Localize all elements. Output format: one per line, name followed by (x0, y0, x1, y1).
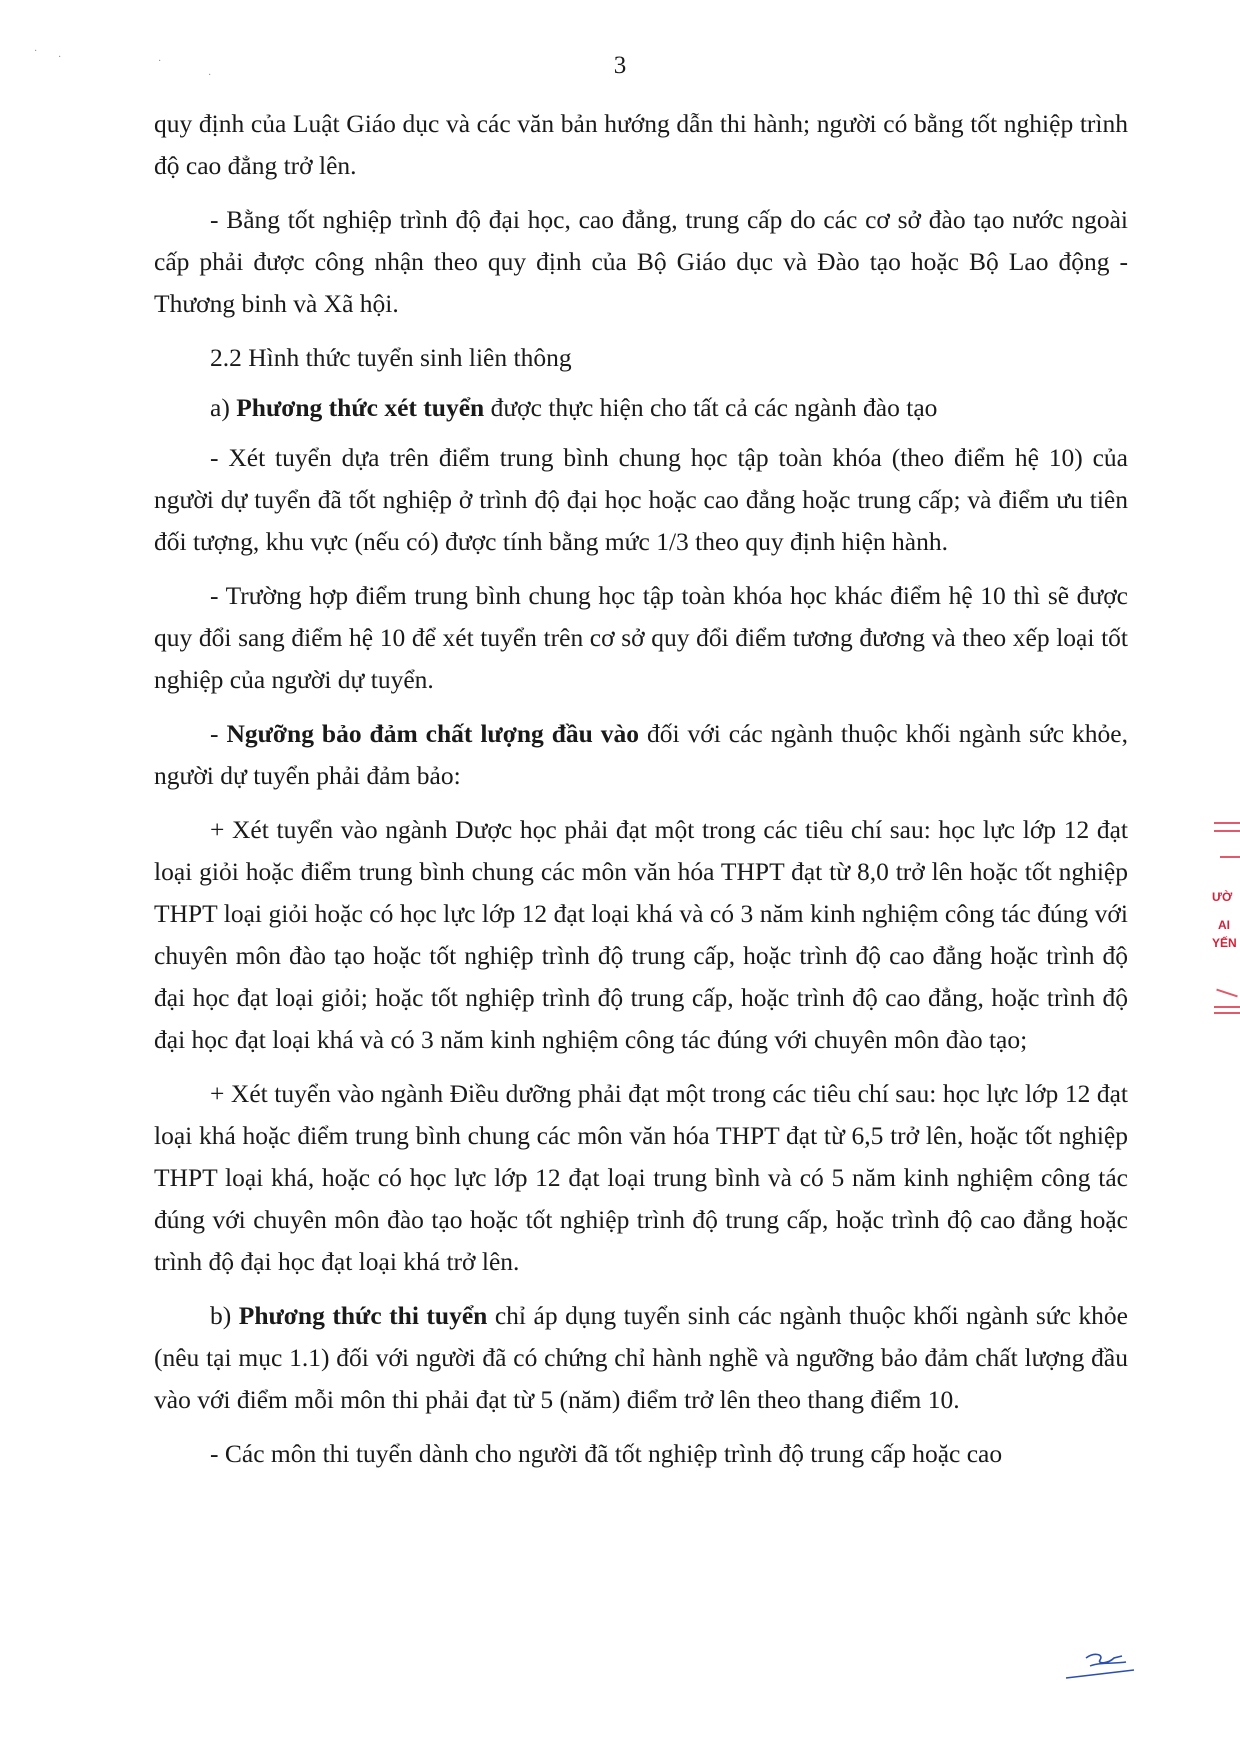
paragraph (154, 1295, 1128, 1421)
text-run: đối với các ngành thuộc khối ngành sức khỏe, người dự tuyển phải đảm bảo: (154, 719, 1128, 790)
bold-term: Ngưỡng bảo đảm chất lượng đầu vào (226, 719, 640, 748)
scan-speck: · (208, 70, 212, 81)
text-run: được thực hiện cho tất cả các ngành đào tạo (484, 393, 938, 422)
text-run: quy định của Luật Giáo dục và các văn bản hướng dẫn thi hành; người có bằng tốt nghiệp trình độ cao đẳng trở lên. (154, 109, 1128, 180)
document-body (154, 103, 1128, 1487)
stamp-line (1220, 856, 1240, 858)
stamp-text: ƯỜ (1212, 890, 1233, 904)
paragraph (154, 437, 1128, 563)
paragraph (154, 575, 1128, 701)
scan-speck: · (58, 52, 62, 63)
paragraph (154, 103, 1128, 187)
text-run: - Xét tuyển dựa trên điểm trung bình chung học tập toàn khóa (theo điểm hệ 10) của người dự tuyển đã tốt nghiệp ở trình độ đại học hoặc cao đẳng hoặc trung cấp; và điểm ưu tiên đối tượng, khu vực (nếu có) được tính bằng mức 1/3 theo quy định hiện hành. (154, 443, 1128, 556)
text-run: - (210, 719, 227, 748)
stamp-line (1214, 1012, 1240, 1014)
text-run: + Xét tuyển vào ngành Điều dưỡng phải đạt một trong các tiêu chí sau: học lực lớp 12 đạt loại khá hoặc điểm trung bình chung các môn văn hóa THPT đạt từ 6,5 trở lên, hoặc tốt nghiệp THPT loại khá, hoặc có học lực lớp 12 đạt loại trung bình và có 5 năm kinh nghiệm công tác đúng với chuyên môn đào tạo hoặc tốt nghiệp trình độ trung cấp, hoặc trình độ cao đẳng hoặc trình độ đại học đạt loại khá trở lên. (154, 1079, 1128, 1276)
text-run: a) (210, 393, 237, 422)
stamp-line (1214, 822, 1240, 824)
text-run: - Bằng tốt nghiệp trình độ đại học, cao đẳng, trung cấp do các cơ sở đào tạo nước ngoài cấp phải được công nhận theo quy định của Bộ Giáo dục và Đào tạo hoặc Bộ Lao động - Thương binh và Xã hội. (154, 205, 1128, 318)
paragraph (154, 809, 1128, 1061)
stamp-text: YẾN (1212, 936, 1237, 950)
text-run: - Trường hợp điểm trung bình chung học tập toàn khóa học khác điểm hệ 10 thì sẽ được quy đổi sang điểm hệ 10 để xét tuyển trên cơ sở quy đổi điểm tương đương và theo xếp loại tốt nghiệp của người dự tuyển. (154, 581, 1128, 694)
text-run: b) (210, 1301, 239, 1330)
paragraph (154, 199, 1128, 325)
signature-stroke (1086, 1654, 1122, 1662)
stamp-fragment (1206, 822, 1240, 1032)
paragraph (154, 713, 1128, 797)
signature-mark (1064, 1648, 1136, 1682)
text-run: + Xét tuyển vào ngành Dược học phải đạt một trong các tiêu chí sau: học lực lớp 12 đạt loại giỏi hoặc điểm trung bình chung các môn văn hóa THPT đạt từ 8,0 trở lên hoặc tốt nghiệp THPT loại giỏi hoặc có học lực lớp 12 đạt loại khá và có 3 năm kinh nghiệm công tác đúng với chuyên môn đào tạo hoặc tốt nghiệp trình độ trung cấp, hoặc trình độ cao đẳng hoặc trình độ đại học đạt loại giỏi; hoặc tốt nghiệp trình độ trung cấp, hoặc trình độ cao đẳng, hoặc trình độ đại học đạt loại khá và có 3 năm kinh nghiệm công tác đúng với chuyên môn đào tạo; (154, 815, 1128, 1054)
signature-stroke (1090, 1662, 1126, 1666)
stamp-line (1214, 1006, 1240, 1008)
page-number: 3 (613, 52, 627, 79)
paragraph (154, 387, 1128, 429)
bold-term: Phương thức xét tuyển (236, 393, 485, 422)
section-heading (154, 337, 1128, 379)
stamp-line (1214, 830, 1240, 832)
stamp-text: AI (1218, 918, 1230, 932)
signature-stroke (1066, 1670, 1134, 1678)
scan-speck: · (34, 46, 38, 57)
text-run: - Các môn thi tuyển dành cho người đã tốt nghiệp trình độ trung cấp hoặc cao (210, 1439, 1003, 1468)
paragraph (154, 1073, 1128, 1283)
scan-speck: · (158, 56, 162, 67)
bold-term: Phương thức thi tuyển (238, 1301, 488, 1330)
text-run: chỉ áp dụng tuyển sinh các ngành thuộc khối ngành sức khỏe (nêu tại mục 1.1) đối với người đã có chứng chỉ hành nghề và ngưỡng bảo đảm chất lượng đầu vào với điểm mỗi môn thi phải đạt từ 5 (năm) điểm trở lên theo thang điểm 10. (154, 1301, 1128, 1414)
text-run: 2.2 Hình thức tuyển sinh liên thông (210, 343, 572, 372)
paragraph (154, 1433, 1128, 1475)
stamp-line (1216, 989, 1238, 998)
